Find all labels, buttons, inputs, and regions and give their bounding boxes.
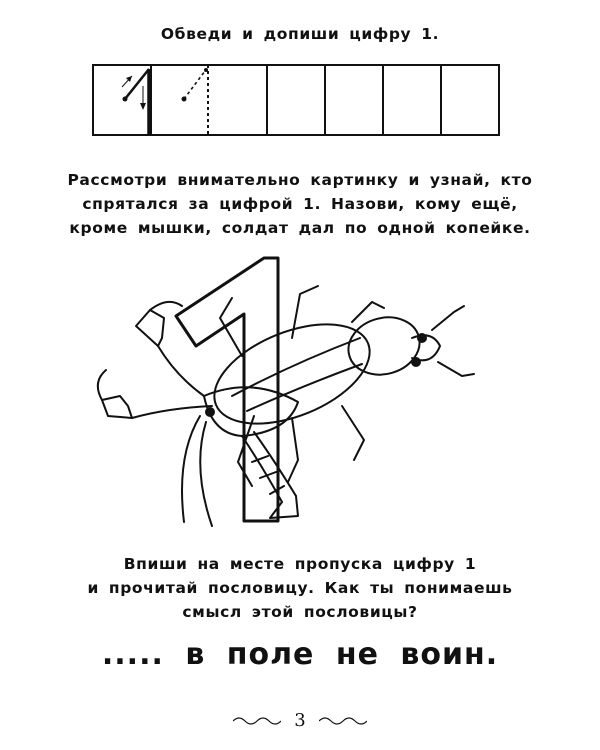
- task2-line: Рассмотри внимательно картинку и узнай, кто: [67, 171, 533, 189]
- crayfish-drawing: [98, 302, 298, 526]
- task3-line: смысл этой пословицы?: [182, 603, 418, 621]
- task3-line: и прочитай пословицу. Как ты понимаешь: [87, 579, 513, 597]
- page-footer: [0, 710, 600, 731]
- task2-line: кроме мышки, солдат дал по одной копейке.: [69, 219, 531, 237]
- sample-digit-one: [122, 69, 149, 135]
- task1-instruction: Обведи и допиши цифру 1.: [160, 25, 440, 43]
- proverb-fill-in[interactable]: ..... в поле не воин.: [101, 637, 499, 672]
- wave-ornament-left-icon: [233, 715, 281, 727]
- dotted-digit-one[interactable]: [182, 68, 209, 102]
- task3-line: Впиши на месте пропуска цифру 1: [123, 555, 477, 573]
- task2-instruction: [0, 168, 600, 240]
- page-number: 3: [294, 710, 306, 731]
- task2-line: спрятался за цифрой 1. Назови, кому ещё,: [82, 195, 518, 213]
- wave-ornament-right-icon: [319, 715, 367, 727]
- digit-tracing-grid[interactable]: [92, 64, 500, 136]
- crayfish-beetle-illustration: [92, 246, 512, 536]
- task3-instruction: [0, 552, 600, 624]
